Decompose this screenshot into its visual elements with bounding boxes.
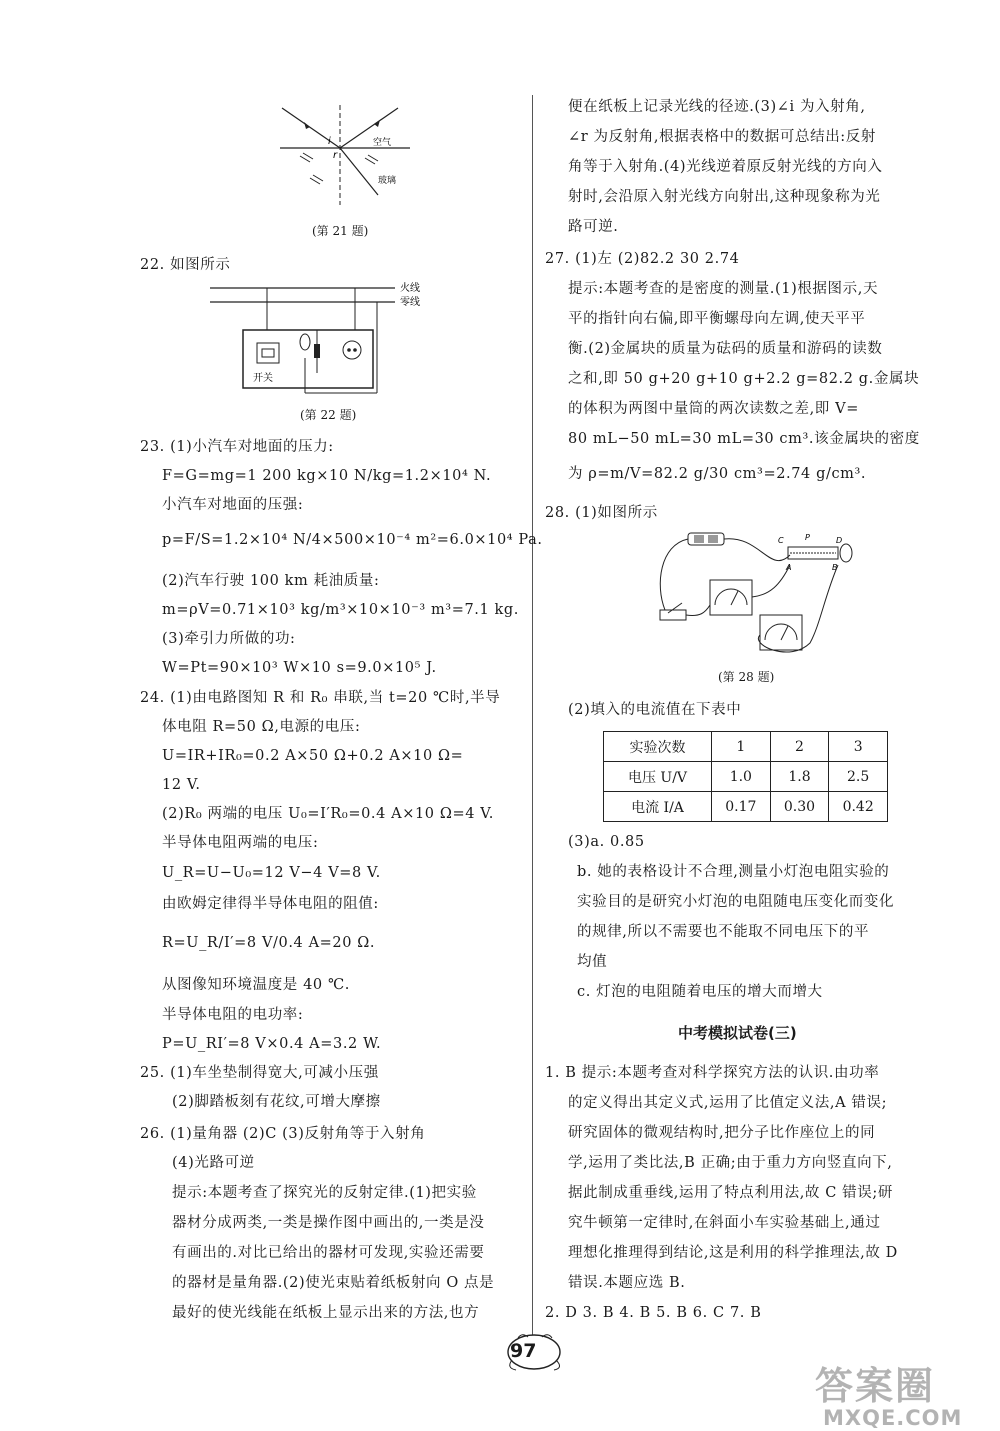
figure-22-circuit-diagram xyxy=(205,278,450,396)
q28-after-line-5: c. 灯泡的电阻随着电压的增大而增大 xyxy=(577,984,823,1000)
q25-line-0: 25. (1)车坐垫制得宽大,可减小压强 xyxy=(140,1065,379,1081)
table-cell: 0.30 xyxy=(770,792,829,822)
label-B: B xyxy=(832,563,838,572)
q23-line-5: m=ρV=0.71×10³ kg/m³×10×10⁻³ m³=7.1 kg. xyxy=(162,602,520,618)
table-cell: 电流 I/A xyxy=(604,792,712,822)
table-cell: 1.0 xyxy=(712,762,771,792)
q26-cont-line-4: 路可逆. xyxy=(568,219,619,235)
hatch-marks xyxy=(300,153,378,184)
battery-icon xyxy=(688,533,724,545)
q24-line-8: R=U_R/I′=8 V/0.4 A=20 Ω. xyxy=(162,935,376,951)
table-header-cell: 实验次数 xyxy=(604,732,712,762)
label-glass: 玻璃 xyxy=(378,176,397,186)
q28-after-line-3: 的规律,所以不需要也不能取不同电压下的平 xyxy=(577,924,870,940)
table-header-row xyxy=(604,732,888,762)
table-cell: 0.17 xyxy=(712,792,771,822)
q27-line-1: 提示:本题考查的是密度的测量.(1)根据图示,天 xyxy=(568,281,879,297)
q26-line-3: 器材分成两类,一类是操作图中画出的,一类是没 xyxy=(172,1215,485,1231)
figure-21-caption: (第 21 题) xyxy=(312,224,369,238)
q28-after-line-1: b. 她的表格设计不合理,测量小灯泡电阻实验的 xyxy=(577,864,890,880)
watermark-logo xyxy=(815,1355,962,1430)
section-title: 中考模拟试卷(三) xyxy=(678,1024,797,1042)
table-cell: 2.5 xyxy=(829,762,888,792)
q28-after-line-4: 均值 xyxy=(577,954,608,970)
q26-cont-line-3: 射时,会沿原入射光线方向射出,这种现象称为光 xyxy=(568,189,881,205)
q26-cont-line-1: ∠r 为反射角,根据表格中的数据可总结出:反射 xyxy=(568,129,876,145)
q23-line-1: F=G=mg=1 200 kg×10 N/kg=1.2×10⁴ N. xyxy=(162,468,492,484)
q26-line-0: 26. (1)量角器 (2)C (3)反射角等于入射角 xyxy=(140,1126,426,1142)
q23-line-7: W=Pt=90×10³ W×10 s=9.0×10⁵ J. xyxy=(162,660,437,676)
q26-line-4: 有画出的.对比已给出的器材可发现,实验还需要 xyxy=(172,1245,485,1261)
figure-28-circuit-apparatus xyxy=(650,525,860,665)
column-divider xyxy=(532,95,533,1335)
q28-table-intro: (2)填入的电流值在下表中 xyxy=(568,702,742,718)
s1-line-1: 的定义得出其定义式,运用了比值定义法,A 错误; xyxy=(568,1095,888,1111)
q26-cont-line-0: 便在纸板上记录光线的径迹.(3)∠i 为入射角, xyxy=(568,99,866,115)
s1-line-3: 学,运用了类比法,B 正确;由于重力方向竖直向下, xyxy=(568,1155,893,1171)
table-header-cell: 3 xyxy=(829,732,888,762)
fuse-icon xyxy=(314,344,320,358)
s1-line-2: 研究固体的微观结构时,把分子比作座位上的同 xyxy=(568,1125,876,1141)
q28-after-line-2: 实验目的是研究小灯泡的电阻随电压变化而变化 xyxy=(577,894,895,910)
switch-icon xyxy=(257,343,279,363)
q26-line-5: 的器材是量角器.(2)使光束贴着纸板射向 O 点是 xyxy=(172,1275,495,1291)
arrow-reflected-icon xyxy=(374,120,380,127)
s1-line-0: 1. B 提示:本题考查对科学探究方法的认识.由功率 xyxy=(545,1065,880,1081)
label-switch: 开关 xyxy=(253,373,273,384)
table-header-cell: 1 xyxy=(712,732,771,762)
q24-line-6: U_R=U−U₀=12 V−4 V=8 V. xyxy=(162,865,381,881)
q24-line-5: 半导体电阻两端的电压: xyxy=(162,835,319,851)
q27-line-6: 80 mL−50 mL=30 mL=30 cm³.该金属块的密度 xyxy=(568,431,920,447)
lamp-icon xyxy=(300,334,310,350)
q24-line-9: 从图像知环境温度是 40 ℃. xyxy=(162,977,350,993)
q27-line-5: 的体积为两图中量筒的两次读数之差,即 V= xyxy=(568,401,859,417)
table-cell: 1.8 xyxy=(770,762,829,792)
refracted-ray xyxy=(340,148,378,195)
arrow-incident-icon xyxy=(304,122,310,129)
label-i: i xyxy=(328,136,331,147)
figure-21-reflection-diagram xyxy=(270,100,420,210)
q27-line-7: 为 ρ=m/V=82.2 g/30 cm³=2.74 g/cm³. xyxy=(568,466,867,482)
q26-line-1: (4)光路可逆 xyxy=(172,1155,255,1171)
label-D: D xyxy=(836,536,843,545)
q23-line-6: (3)牵引力所做的功: xyxy=(162,631,296,647)
q24-line-2: U=IR+IR₀=0.2 A×50 Ω+0.2 A×10 Ω= xyxy=(162,748,464,764)
watermark-text: 答案圈 xyxy=(815,1364,936,1408)
s1-line-7: 错误.本题应选 B. xyxy=(568,1275,686,1291)
q27-line-3: 衡.(2)金属块的质量为砝码的质量和游码的读数 xyxy=(568,341,883,357)
figure-28-caption: (第 28 题) xyxy=(718,670,775,684)
q23-line-3: p=F/S=1.2×10⁴ N/4×500×10⁻⁴ m²=6.0×10⁴ Pa. xyxy=(162,532,543,548)
q24-line-4: (2)R₀ 两端的电压 U₀=I′R₀=0.4 A×10 Ω=4 V. xyxy=(162,806,494,822)
label-neutral: 零线 xyxy=(400,297,420,308)
q23-line-4: (2)汽车行驶 100 km 耗油质量: xyxy=(162,573,380,589)
page-number: 97 xyxy=(510,1340,537,1362)
q27-line-0: 27. (1)左 (2)82.2 30 2.74 xyxy=(545,251,740,267)
q23-line-0: 23. (1)小汽车对地面的压力: xyxy=(140,439,334,455)
table-header-cell: 2 xyxy=(770,732,829,762)
q27-line-2: 平的指针向右偏,即平衡螺母向左调,使天平平 xyxy=(568,311,866,327)
q24-line-10: 半导体电阻的电功率: xyxy=(162,1007,304,1023)
label-live: 火线 xyxy=(400,283,420,294)
current-table xyxy=(603,731,888,822)
q26-line-2: 提示:本题考查了探究光的反射定律.(1)把实验 xyxy=(172,1185,477,1201)
q24-line-11: P=U_RI′=8 V×0.4 A=3.2 W. xyxy=(162,1036,382,1052)
incident-ray xyxy=(282,108,340,148)
q25-line-1: (2)脚踏板刻有花纹,可增大摩擦 xyxy=(172,1094,381,1110)
q26-line-6: 最好的使光线能在纸板上显示出来的方法,也方 xyxy=(172,1305,480,1321)
label-r: r xyxy=(333,150,338,161)
q24-line-7: 由欧姆定律得半导体电阻的阻值: xyxy=(162,896,379,912)
table-cell: 0.42 xyxy=(829,792,888,822)
figure-22-caption: (第 22 题) xyxy=(300,408,357,422)
q24-line-0: 24. (1)由电路图知 R 和 R₀ 串联,当 t=20 ℃时,半导 xyxy=(140,690,501,706)
q28-title: 28. (1)如图所示 xyxy=(545,505,658,521)
q22-title: 22. 如图所示 xyxy=(140,257,231,273)
q24-line-3: 12 V. xyxy=(162,777,201,793)
q24-line-1: 体电阻 R=50 Ω,电源的电压: xyxy=(162,719,361,735)
s1-line-6: 理想化推理得到结论,这是利用的科学推理法,故 D xyxy=(568,1245,898,1261)
table-row xyxy=(604,762,888,792)
socket-icon xyxy=(343,341,361,359)
label-A: A xyxy=(786,563,792,572)
label-C: C xyxy=(778,536,784,545)
q27-line-4: 之和,即 50 g+20 g+10 g+2.2 g=82.2 g.金属块 xyxy=(568,371,920,387)
q28-after-line-0: (3)a. 0.85 xyxy=(568,834,645,850)
wire-path xyxy=(660,539,688,610)
s1-line-4: 据此制成重垂线,运用了特点利用法,故 C 错误;研 xyxy=(568,1185,893,1201)
s2-line: 2. D 3. B 4. B 5. B 6. C 7. B xyxy=(545,1305,762,1321)
switch-icon xyxy=(660,610,686,620)
bulb-icon xyxy=(840,544,852,562)
label-air: 空气 xyxy=(373,138,392,148)
label-P: P xyxy=(805,533,810,542)
table-cell: 电压 U/V xyxy=(604,762,712,792)
s1-line-5: 究牛顿第一定律时,在斜面小车实验基础上,通过 xyxy=(568,1215,881,1231)
watermark-url: MXQE.COM xyxy=(823,1406,963,1430)
q26-cont-line-2: 角等于入射角.(4)光线逆着原反射光线的方向入 xyxy=(568,159,883,175)
q23-line-2: 小汽车对地面的压强: xyxy=(162,497,304,513)
table-row xyxy=(604,792,888,822)
